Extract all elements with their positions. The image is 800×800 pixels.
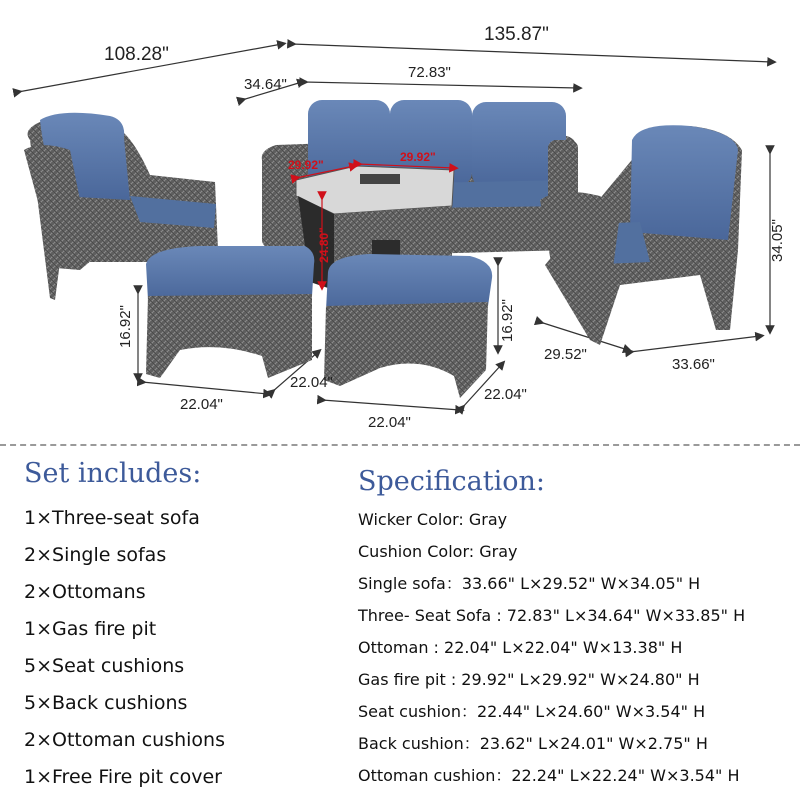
chair-width-label: 33.66" <box>672 356 715 373</box>
set-includes-list <box>24 500 225 796</box>
fire-pit-width-a-label: 29.92" <box>288 158 324 172</box>
section-divider <box>0 444 800 446</box>
spec-line: Cushion Color: Gray <box>358 542 518 561</box>
list-item: 1×Gas fire pit <box>24 618 157 640</box>
sofa-length-label: 72.83" <box>408 64 451 81</box>
spec-line: Wicker Color: Gray <box>358 510 508 529</box>
ottoman-left-width-label: 22.04" <box>180 396 223 413</box>
list-item: 5×Back cushions <box>24 692 188 714</box>
set-includes-heading: Set includes: <box>24 458 202 489</box>
spec-line: Ottoman cushion：22.24" L×22.24" W×3.54" H <box>358 766 740 785</box>
spec-line: Three- Seat Sofa : 72.83" L×34.64" W×33.85" H <box>358 606 746 625</box>
list-item: 5×Seat cushions <box>24 655 185 677</box>
ottoman-left <box>146 246 314 378</box>
spec-line: Back cushion：23.62" L×24.01" W×2.75" H <box>358 734 708 753</box>
spec-line: Seat cushion：22.44" L×24.60" W×3.54" H <box>358 702 706 721</box>
ottoman-right-depth-label: 22.04" <box>484 386 527 403</box>
specification-list <box>358 504 745 792</box>
sofa-depth-label: 34.64" <box>244 76 287 93</box>
spec-line: Ottoman : 22.04" L×22.04" W×13.38" H <box>358 638 683 657</box>
overall-width-label: 108.28" <box>104 44 169 65</box>
list-item: 1×Free Fire pit cover <box>24 766 222 788</box>
list-item: 2×Single sofas <box>24 544 167 566</box>
ottoman-left-height-label: 16.92" <box>116 305 134 348</box>
fire-pit-width-b-label: 29.92" <box>400 150 436 164</box>
overall-length-label: 135.87" <box>484 24 549 45</box>
ottoman-right <box>324 254 492 398</box>
list-item: 2×Ottomans <box>24 581 146 603</box>
list-item: 2×Ottoman cushions <box>24 729 226 751</box>
chair-height-label: 34.05" <box>768 219 786 262</box>
ottoman-right-width-label: 22.04" <box>368 414 411 431</box>
ottoman-left-depth-label: 22.04" <box>290 374 333 391</box>
spec-line: Gas fire pit : 29.92" L×29.92" W×24.80" H <box>358 670 700 689</box>
spec-line: Single sofa：33.66" L×29.52" W×34.05" H <box>358 574 701 593</box>
fire-pit-height-label: 24.80" <box>316 227 331 263</box>
specification-heading: Specification: <box>358 466 545 497</box>
ottoman-right-height-label: 16.92" <box>498 299 516 342</box>
list-item: 1×Three-seat sofa <box>24 507 200 529</box>
chair-depth-label: 29.52" <box>544 346 587 363</box>
